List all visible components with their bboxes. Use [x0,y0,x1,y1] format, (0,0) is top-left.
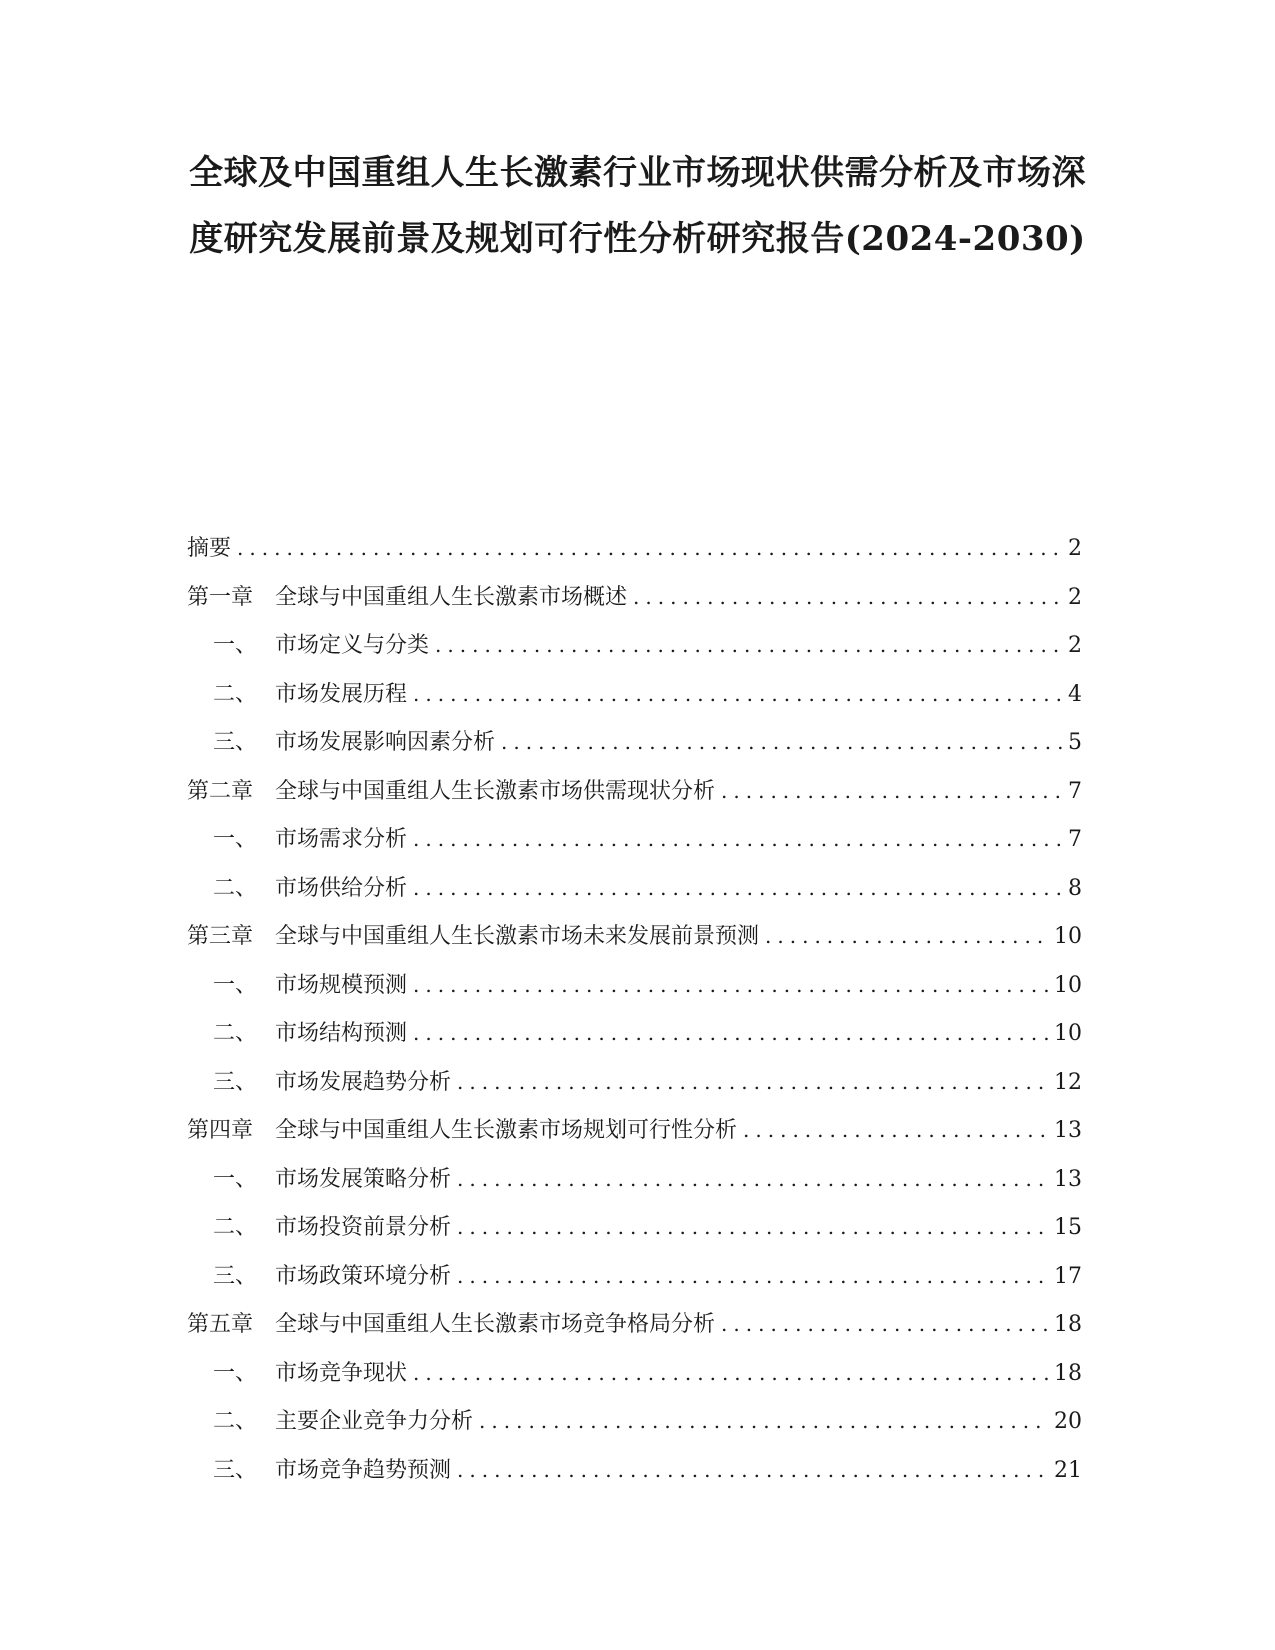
toc-page-number: 4 [1068,681,1082,707]
toc-chapter-entry[interactable] [187,776,1082,825]
toc-entry-number: 一、 [213,1360,258,1386]
toc-dot-leader [237,533,1062,563]
toc-chapter-entry[interactable] [187,582,1082,631]
toc-chapter-entry[interactable] [187,1115,1082,1164]
toc-entry-label: 市场供给分析 [275,875,408,901]
toc-entry-number: 一、 [213,1166,258,1192]
toc-entry-label: 市场发展趋势分析 [275,1069,452,1095]
toc-page-number: 18 [1054,1312,1082,1337]
report-title-line-2: 度研究发展前景及规划可行性分析研究报告(2024-2030) [189,219,1086,259]
report-title-line-1: 全球及中国重组人生长激素行业市场现状供需分析及市场深 [189,153,1086,193]
toc-section-entry[interactable] [187,824,1082,873]
toc-chapter-entry[interactable] [187,921,1082,970]
toc-entry-label: 全球与中国重组人生长激素市场供需现状分析 [275,778,716,804]
toc-page-number: 18 [1054,1360,1082,1386]
toc-entry-number: 第一章 [187,584,254,610]
toc-dot-leader [413,970,1048,1000]
toc-entry-number: 一、 [213,827,258,852]
toc-dot-leader [721,776,1062,806]
toc-entry-label: 市场发展策略分析 [275,1166,452,1192]
toc-page-number: 13 [1054,1118,1082,1143]
toc-entry-label: 市场政策环境分析 [275,1263,452,1289]
toc-page-number: 10 [1054,972,1082,998]
toc-entry-number: 二、 [213,1409,258,1434]
toc-page-number: 21 [1054,1457,1082,1483]
toc-dot-leader [457,1212,1048,1242]
toc-section-entry[interactable] [187,630,1082,679]
toc-entry-number: 二、 [213,681,258,707]
toc-dot-leader [721,1309,1048,1339]
toc-page-number: 13 [1054,1166,1082,1192]
toc-entry-number: 三、 [213,730,258,755]
toc-entry-label: 市场竞争趋势预测 [275,1457,452,1483]
toc-section-entry[interactable] [187,1406,1082,1455]
toc-section-entry[interactable] [187,1067,1082,1116]
toc-page-number: 10 [1054,924,1082,949]
table-of-contents [187,533,1082,1503]
toc-entry-number: 第三章 [187,924,254,949]
toc-dot-leader [633,582,1062,612]
toc-dot-leader [413,824,1062,854]
toc-entry-number: 二、 [213,1021,258,1046]
toc-entry-label: 全球与中国重组人生长激素市场概述 [275,584,628,610]
toc-dot-leader [457,1261,1048,1291]
toc-entry-label: 市场规模预测 [275,972,408,998]
toc-entry-number: 三、 [213,1069,258,1095]
toc-entry-number: 一、 [213,633,258,658]
toc-section-entry[interactable] [187,970,1082,1019]
toc-entry-number: 二、 [213,875,258,901]
toc-entry-label: 市场发展影响因素分析 [275,730,496,755]
toc-page-number: 12 [1054,1069,1082,1095]
toc-entry-number: 二、 [213,1215,258,1240]
toc-page-number: 7 [1068,778,1082,804]
toc-entry-number: 摘要 [187,536,232,561]
toc-dot-leader [435,630,1062,660]
toc-dot-leader [413,1018,1048,1048]
toc-entry-label: 市场需求分析 [275,827,408,852]
toc-page-number: 2 [1068,584,1082,610]
toc-section-entry[interactable] [187,1212,1082,1261]
toc-section-entry[interactable] [187,727,1082,776]
toc-dot-leader [457,1455,1048,1485]
toc-dot-leader [413,873,1062,903]
toc-chapter-entry[interactable] [187,1309,1082,1358]
toc-dot-leader [413,1358,1048,1388]
toc-entry-label: 市场竞争现状 [275,1360,408,1386]
toc-page-number: 8 [1068,875,1082,901]
toc-dot-leader [501,727,1062,757]
toc-section-entry[interactable] [187,1358,1082,1407]
toc-page-number: 7 [1068,827,1082,852]
toc-section-entry[interactable] [187,679,1082,728]
toc-section-entry[interactable] [187,1455,1082,1504]
toc-section-entry[interactable] [187,1018,1082,1067]
toc-dot-leader [457,1067,1048,1097]
toc-entry-label: 市场投资前景分析 [275,1215,452,1240]
toc-page-number: 10 [1054,1021,1082,1046]
toc-entry-label: 市场发展历程 [275,681,408,707]
toc-entry-number: 第五章 [187,1312,254,1337]
toc-entry-label: 全球与中国重组人生长激素市场规划可行性分析 [275,1118,738,1143]
toc-dot-leader [743,1115,1048,1145]
report-title [150,140,1125,272]
toc-section-entry[interactable] [187,1261,1082,1310]
toc-entry-number: 三、 [213,1457,258,1483]
toc-page-number: 5 [1068,730,1082,755]
toc-section-entry[interactable] [187,1164,1082,1213]
toc-page-number: 20 [1054,1409,1082,1434]
toc-page-number: 2 [1068,633,1082,658]
toc-entry-label: 市场定义与分类 [275,633,430,658]
toc-page-number: 2 [1068,536,1082,561]
toc-dot-leader [479,1406,1048,1436]
toc-dot-leader [413,679,1062,709]
toc-chapter-entry[interactable] [187,533,1082,582]
toc-entry-number: 第二章 [187,778,254,804]
toc-entry-number: 第四章 [187,1118,254,1143]
toc-entry-label: 全球与中国重组人生长激素市场竞争格局分析 [275,1312,716,1337]
toc-entry-label: 市场结构预测 [275,1021,408,1046]
toc-page-number: 15 [1054,1215,1082,1240]
toc-dot-leader [457,1164,1048,1194]
toc-section-entry[interactable] [187,873,1082,922]
toc-entry-label: 主要企业竞争力分析 [275,1409,474,1434]
toc-page-number: 17 [1054,1263,1082,1289]
toc-dot-leader [765,921,1048,951]
toc-entry-number: 一、 [213,972,258,998]
toc-entry-label: 全球与中国重组人生长激素市场未来发展前景预测 [275,924,760,949]
toc-entry-number: 三、 [213,1263,258,1289]
